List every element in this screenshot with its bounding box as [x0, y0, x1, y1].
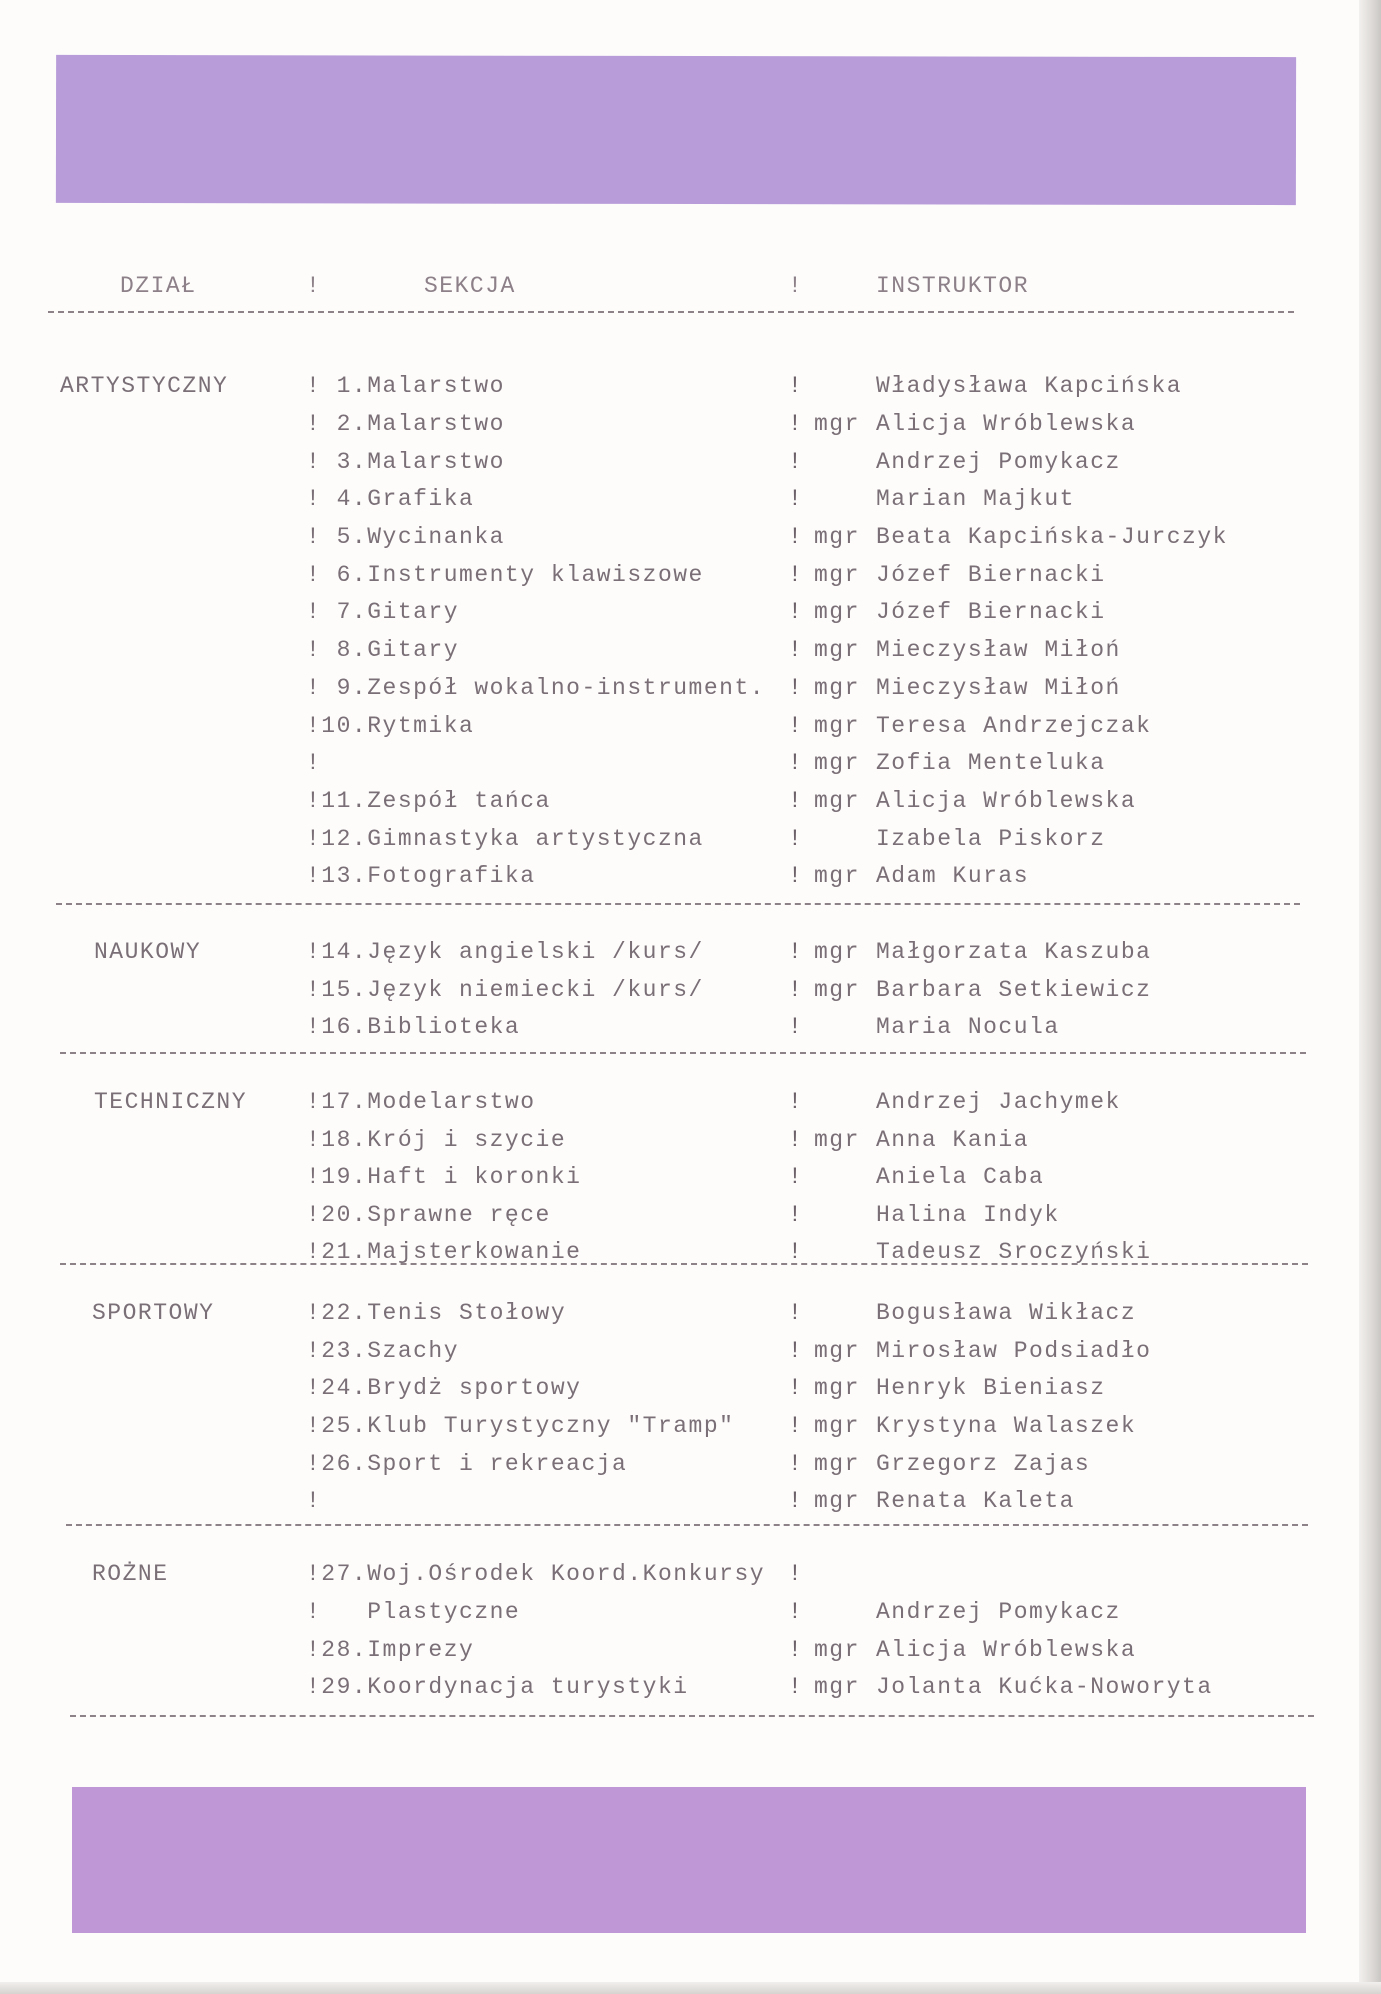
sekcja-cell: !16.Biblioteka [306, 1014, 521, 1040]
sekcja-cell: ! 6.Instrumenty klawiszowe [306, 562, 704, 588]
instruktor-name: Mieczysław Miłoń [876, 637, 1121, 663]
instruktor-title: mgr [814, 637, 860, 663]
instruktor-name: Alicja Wróblewska [876, 1637, 1137, 1663]
sekcja-cell: !11.Zespół tańca [306, 788, 551, 814]
instruktor-title: mgr [814, 562, 860, 588]
instruktor-name: Władysława Kapcińska [876, 373, 1183, 399]
page-edge-right [1359, 0, 1381, 1994]
instruktor-name: Józef Biernacki [876, 599, 1106, 625]
sekcja-cell: ! [306, 750, 322, 776]
instruktor-title: mgr [814, 1375, 860, 1401]
instruktor-name: Alicja Wróblewska [876, 411, 1137, 437]
instruktor-title: mgr [814, 1488, 860, 1514]
instruktor-title: mgr [814, 977, 860, 1003]
column-separator: ! [788, 1338, 804, 1364]
column-separator: ! [788, 1561, 804, 1587]
sekcja-cell: !23.Szachy [306, 1338, 460, 1364]
instruktor-name: Józef Biernacki [876, 562, 1106, 588]
sekcja-cell: ! 3.Malarstwo [306, 449, 505, 475]
instruktor-name: Mieczysław Miłoń [876, 675, 1121, 701]
column-separator: ! [788, 1599, 804, 1625]
header-sep-2: ! [788, 273, 804, 299]
instruktor-name: Teresa Andrzejczak [876, 713, 1152, 739]
instruktor-name: Jolanta Kućka-Noworyta [876, 1674, 1213, 1700]
instruktor-title: mgr [814, 1637, 860, 1663]
column-separator: ! [788, 411, 804, 437]
column-separator: ! [788, 1127, 804, 1153]
sekcja-cell: !14.Język angielski /kurs/ [306, 939, 704, 965]
sekcja-cell: ! 7.Gitary [306, 599, 460, 625]
sekcja-cell: !17.Modelarstwo [306, 1089, 536, 1115]
column-separator: ! [788, 1089, 804, 1115]
instruktor-title: mgr [814, 939, 860, 965]
sekcja-cell: ! 1.Malarstwo [306, 373, 505, 399]
sekcja-cell: !20.Sprawne ręce [306, 1202, 551, 1228]
column-separator: ! [788, 373, 804, 399]
instruktor-name: Adam Kuras [876, 863, 1030, 889]
instruktor-name: Aniela Caba [876, 1164, 1045, 1190]
instruktor-title: mgr [814, 1674, 860, 1700]
sekcja-cell: ! 2.Malarstwo [306, 411, 505, 437]
sekcja-cell: !13.Fotografika [306, 863, 536, 889]
instruktor-name: Halina Indyk [876, 1202, 1060, 1228]
column-separator: ! [788, 1300, 804, 1326]
instruktor-name: Krystyna Walaszek [876, 1413, 1137, 1439]
sekcja-cell: !28.Imprezy [306, 1637, 475, 1663]
column-separator: ! [788, 1014, 804, 1040]
instruktor-name: Anna Kania [876, 1127, 1030, 1153]
header-separator-line [48, 311, 1294, 313]
column-separator: ! [788, 788, 804, 814]
header-dzial: DZIAŁ [120, 273, 197, 299]
instruktor-name: Renata Kaleta [876, 1488, 1075, 1514]
page-edge-bottom [0, 1982, 1381, 1994]
instruktor-name: Marian Majkut [876, 486, 1075, 512]
column-separator: ! [788, 1488, 804, 1514]
sekcja-cell: ! 5.Wycinanka [306, 524, 505, 550]
group-separator-bottom [70, 1715, 1314, 1717]
instruktor-title: mgr [814, 1127, 860, 1153]
group-separator-sportowy [60, 1263, 1308, 1265]
sekcja-cell: !10.Rytmika [306, 713, 475, 739]
instruktor-name: Mirosław Podsiadło [876, 1338, 1152, 1364]
column-separator: ! [788, 1239, 804, 1265]
sekcja-cell: !29.Koordynacja turystyki [306, 1674, 689, 1700]
column-separator: ! [788, 562, 804, 588]
instruktor-title: mgr [814, 1451, 860, 1477]
instruktor-name: Barbara Setkiewicz [876, 977, 1152, 1003]
column-separator: ! [788, 826, 804, 852]
instruktor-title: mgr [814, 713, 860, 739]
sekcja-cell: ! 4.Grafika [306, 486, 475, 512]
dzial-label: TECHNICZNY [94, 1089, 248, 1115]
column-separator: ! [788, 1451, 804, 1477]
instruktor-title: mgr [814, 1338, 860, 1364]
instruktor-name: Andrzej Pomykacz [876, 1599, 1121, 1625]
dzial-label: NAUKOWY [94, 939, 202, 965]
instruktor-title: mgr [814, 1413, 860, 1439]
header-instruktor: INSTRUKTOR [876, 273, 1030, 299]
instruktor-title: mgr [814, 411, 860, 437]
group-separator-rozne [66, 1524, 1308, 1526]
header-sep-1: ! [306, 273, 322, 299]
instruktor-name: Henryk Bieniasz [876, 1375, 1106, 1401]
group-separator-techniczny [60, 1052, 1306, 1054]
sekcja-cell: !26.Sport i rekreacja [306, 1451, 628, 1477]
column-separator: ! [788, 939, 804, 965]
instruktor-name: Andrzej Pomykacz [876, 449, 1121, 475]
sekcja-cell: !19.Haft i koronki [306, 1164, 582, 1190]
column-separator: ! [788, 675, 804, 701]
instruktor-title: mgr [814, 675, 860, 701]
sekcja-cell: !27.Woj.Ośrodek Koord.Konkursy [306, 1561, 766, 1587]
sekcja-cell: !22.Tenis Stołowy [306, 1300, 567, 1326]
instruktor-name: Beata Kapcińska-Jurczyk [876, 524, 1228, 550]
instruktor-title: mgr [814, 524, 860, 550]
instruktor-name: Izabela Piskorz [876, 826, 1106, 852]
column-separator: ! [788, 1375, 804, 1401]
column-separator: ! [788, 524, 804, 550]
instruktor-title: mgr [814, 750, 860, 776]
sekcja-cell: !12.Gimnastyka artystyczna [306, 826, 704, 852]
dzial-label: SPORTOWY [92, 1300, 215, 1326]
sekcja-cell: !18.Krój i szycie [306, 1127, 567, 1153]
column-separator: ! [788, 599, 804, 625]
sekcja-cell: !15.Język niemiecki /kurs/ [306, 977, 704, 1003]
dzial-label: ROŻNE [92, 1561, 169, 1587]
instruktor-name: Grzegorz Zajas [876, 1451, 1091, 1477]
dzial-label: ARTYSTYCZNY [60, 373, 229, 399]
instruktor-name: Bogusława Wikłacz [876, 1300, 1137, 1326]
column-separator: ! [788, 1413, 804, 1439]
instruktor-name: Alicja Wróblewska [876, 788, 1137, 814]
column-separator: ! [788, 637, 804, 663]
instruktor-title: mgr [814, 599, 860, 625]
column-separator: ! [788, 977, 804, 1003]
sekcja-cell: ! [306, 1488, 322, 1514]
column-separator: ! [788, 713, 804, 739]
group-separator-naukowy [56, 903, 1300, 905]
sekcja-cell: ! 9.Zespół wokalno-instrument. [306, 675, 766, 701]
instruktor-name: Tadeusz Sroczyński [876, 1239, 1152, 1265]
instruktor-title: mgr [814, 863, 860, 889]
sekcja-cell: !25.Klub Turystyczny "Tramp" [306, 1413, 735, 1439]
instruktor-name: Andrzej Jachymek [876, 1089, 1121, 1115]
column-separator: ! [788, 750, 804, 776]
sekcja-cell: ! Plastyczne [306, 1599, 521, 1625]
instruktor-name: Małgorzata Kaszuba [876, 939, 1152, 965]
top-color-band [56, 55, 1296, 205]
sekcja-cell: !24.Brydż sportowy [306, 1375, 582, 1401]
sekcja-cell: !21.Majsterkowanie [306, 1239, 582, 1265]
instruktor-name: Zofia Menteluka [876, 750, 1106, 776]
column-separator: ! [788, 1637, 804, 1663]
bottom-color-band [72, 1787, 1306, 1933]
column-separator: ! [788, 486, 804, 512]
column-separator: ! [788, 1164, 804, 1190]
column-separator: ! [788, 1202, 804, 1228]
column-separator: ! [788, 449, 804, 475]
column-separator: ! [788, 863, 804, 889]
sekcja-cell: ! 8.Gitary [306, 637, 460, 663]
instruktor-name: Maria Nocula [876, 1014, 1060, 1040]
instruktor-title: mgr [814, 788, 860, 814]
header-sekcja: SEKCJA [424, 273, 516, 299]
column-separator: ! [788, 1674, 804, 1700]
